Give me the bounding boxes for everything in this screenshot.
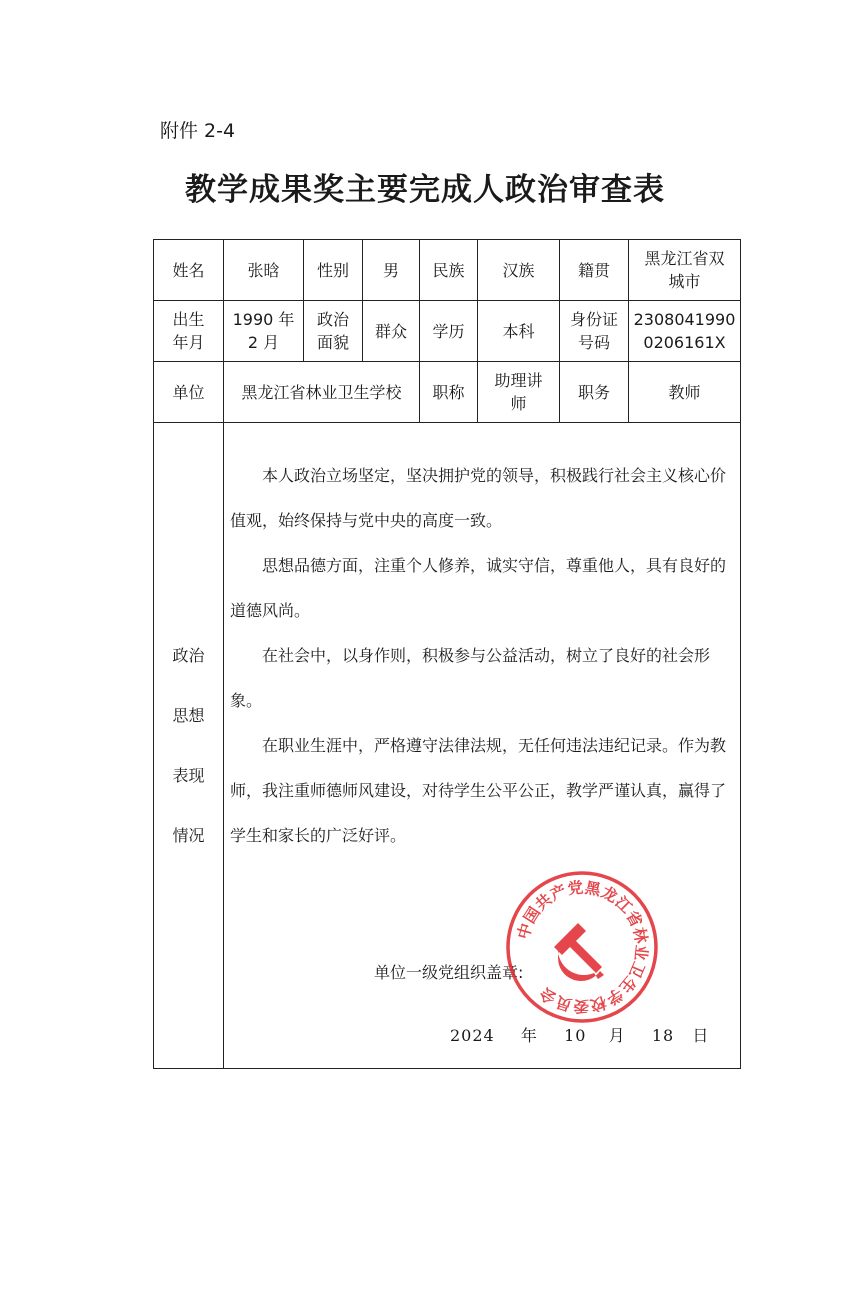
position-value: 教师 bbox=[629, 362, 741, 423]
date-year-unit: 年 bbox=[520, 1026, 538, 1045]
rank-label: 职称 bbox=[420, 362, 478, 423]
review-form-table bbox=[153, 239, 741, 1069]
party-seal-stamp bbox=[502, 867, 662, 1027]
ethnicity-value: 汉族 bbox=[478, 240, 560, 301]
page-title: 教学成果奖主要完成人政治审查表 bbox=[185, 172, 665, 208]
statement-paragraph: 在职业生涯中，严格遵守法律法规，无任何违法违纪记录。作为教师，我注重师德师风建设，对待学生公平公正，教学严谨认真，赢得了学生和家长的广泛好评。 bbox=[230, 736, 727, 845]
education-value: 本科 bbox=[478, 301, 560, 362]
education-label: 学历 bbox=[420, 301, 478, 362]
statement-paragraph: 本人政治立场坚定，坚决拥护党的领导，积极践行社会主义核心价值观，始终保持与党中央的高度一致。 bbox=[230, 466, 727, 530]
statement-body bbox=[224, 423, 740, 858]
name-label: 姓名 bbox=[154, 240, 224, 301]
native-place-label: 籍贯 bbox=[560, 240, 629, 301]
political-status-label: 政治 面貌 bbox=[304, 301, 363, 362]
table-row bbox=[154, 362, 741, 423]
gender-label: 性别 bbox=[304, 240, 363, 301]
political-thought-label: 政治 思想 表现 情况 bbox=[154, 423, 224, 1069]
attachment-label: 附件 2-4 bbox=[160, 120, 236, 142]
date-year: 2024 bbox=[450, 1026, 495, 1045]
native-place-value: 黑龙江省双 城市 bbox=[629, 240, 741, 301]
political-thought-content bbox=[224, 423, 741, 1069]
seal-sign-text: 单位一级党组织盖章: bbox=[374, 963, 524, 982]
table-row bbox=[154, 240, 741, 301]
statement-paragraph: 在社会中，以身作则，积极参与公益活动，树立了良好的社会形象。 bbox=[230, 646, 711, 710]
birth-label: 出生 年月 bbox=[154, 301, 224, 362]
seal-text-path: 中国共产党黑龙江省林业卫生学校委员会 bbox=[514, 878, 651, 1016]
id-number-value: 2308041990 0206161X bbox=[629, 301, 741, 362]
unit-value: 黑龙江省林业卫生学校 bbox=[224, 362, 420, 423]
date-month-unit: 月 bbox=[608, 1026, 626, 1045]
date-day-unit: 日 bbox=[692, 1026, 710, 1045]
table-row bbox=[154, 423, 741, 1069]
seal-text bbox=[514, 879, 650, 1017]
political-status-value: 群众 bbox=[363, 301, 420, 362]
name-value: 张晗 bbox=[224, 240, 304, 301]
unit-label: 单位 bbox=[154, 362, 224, 423]
id-number-label: 身份证 号码 bbox=[560, 301, 629, 362]
statement-paragraph: 思想品德方面，注重个人修养，诚实守信，尊重他人，具有良好的道德风尚。 bbox=[230, 556, 727, 620]
gender-value: 男 bbox=[363, 240, 420, 301]
sign-date bbox=[450, 1024, 709, 1047]
rank-value: 助理讲 师 bbox=[478, 362, 560, 423]
hammer-sickle-icon bbox=[554, 923, 604, 981]
date-day: 18 bbox=[651, 1026, 675, 1045]
date-month: 10 bbox=[564, 1026, 587, 1045]
birth-value: 1990 年 2 月 bbox=[224, 301, 304, 362]
ethnicity-label: 民族 bbox=[420, 240, 478, 301]
position-label: 职务 bbox=[560, 362, 629, 423]
table-row bbox=[154, 301, 741, 362]
